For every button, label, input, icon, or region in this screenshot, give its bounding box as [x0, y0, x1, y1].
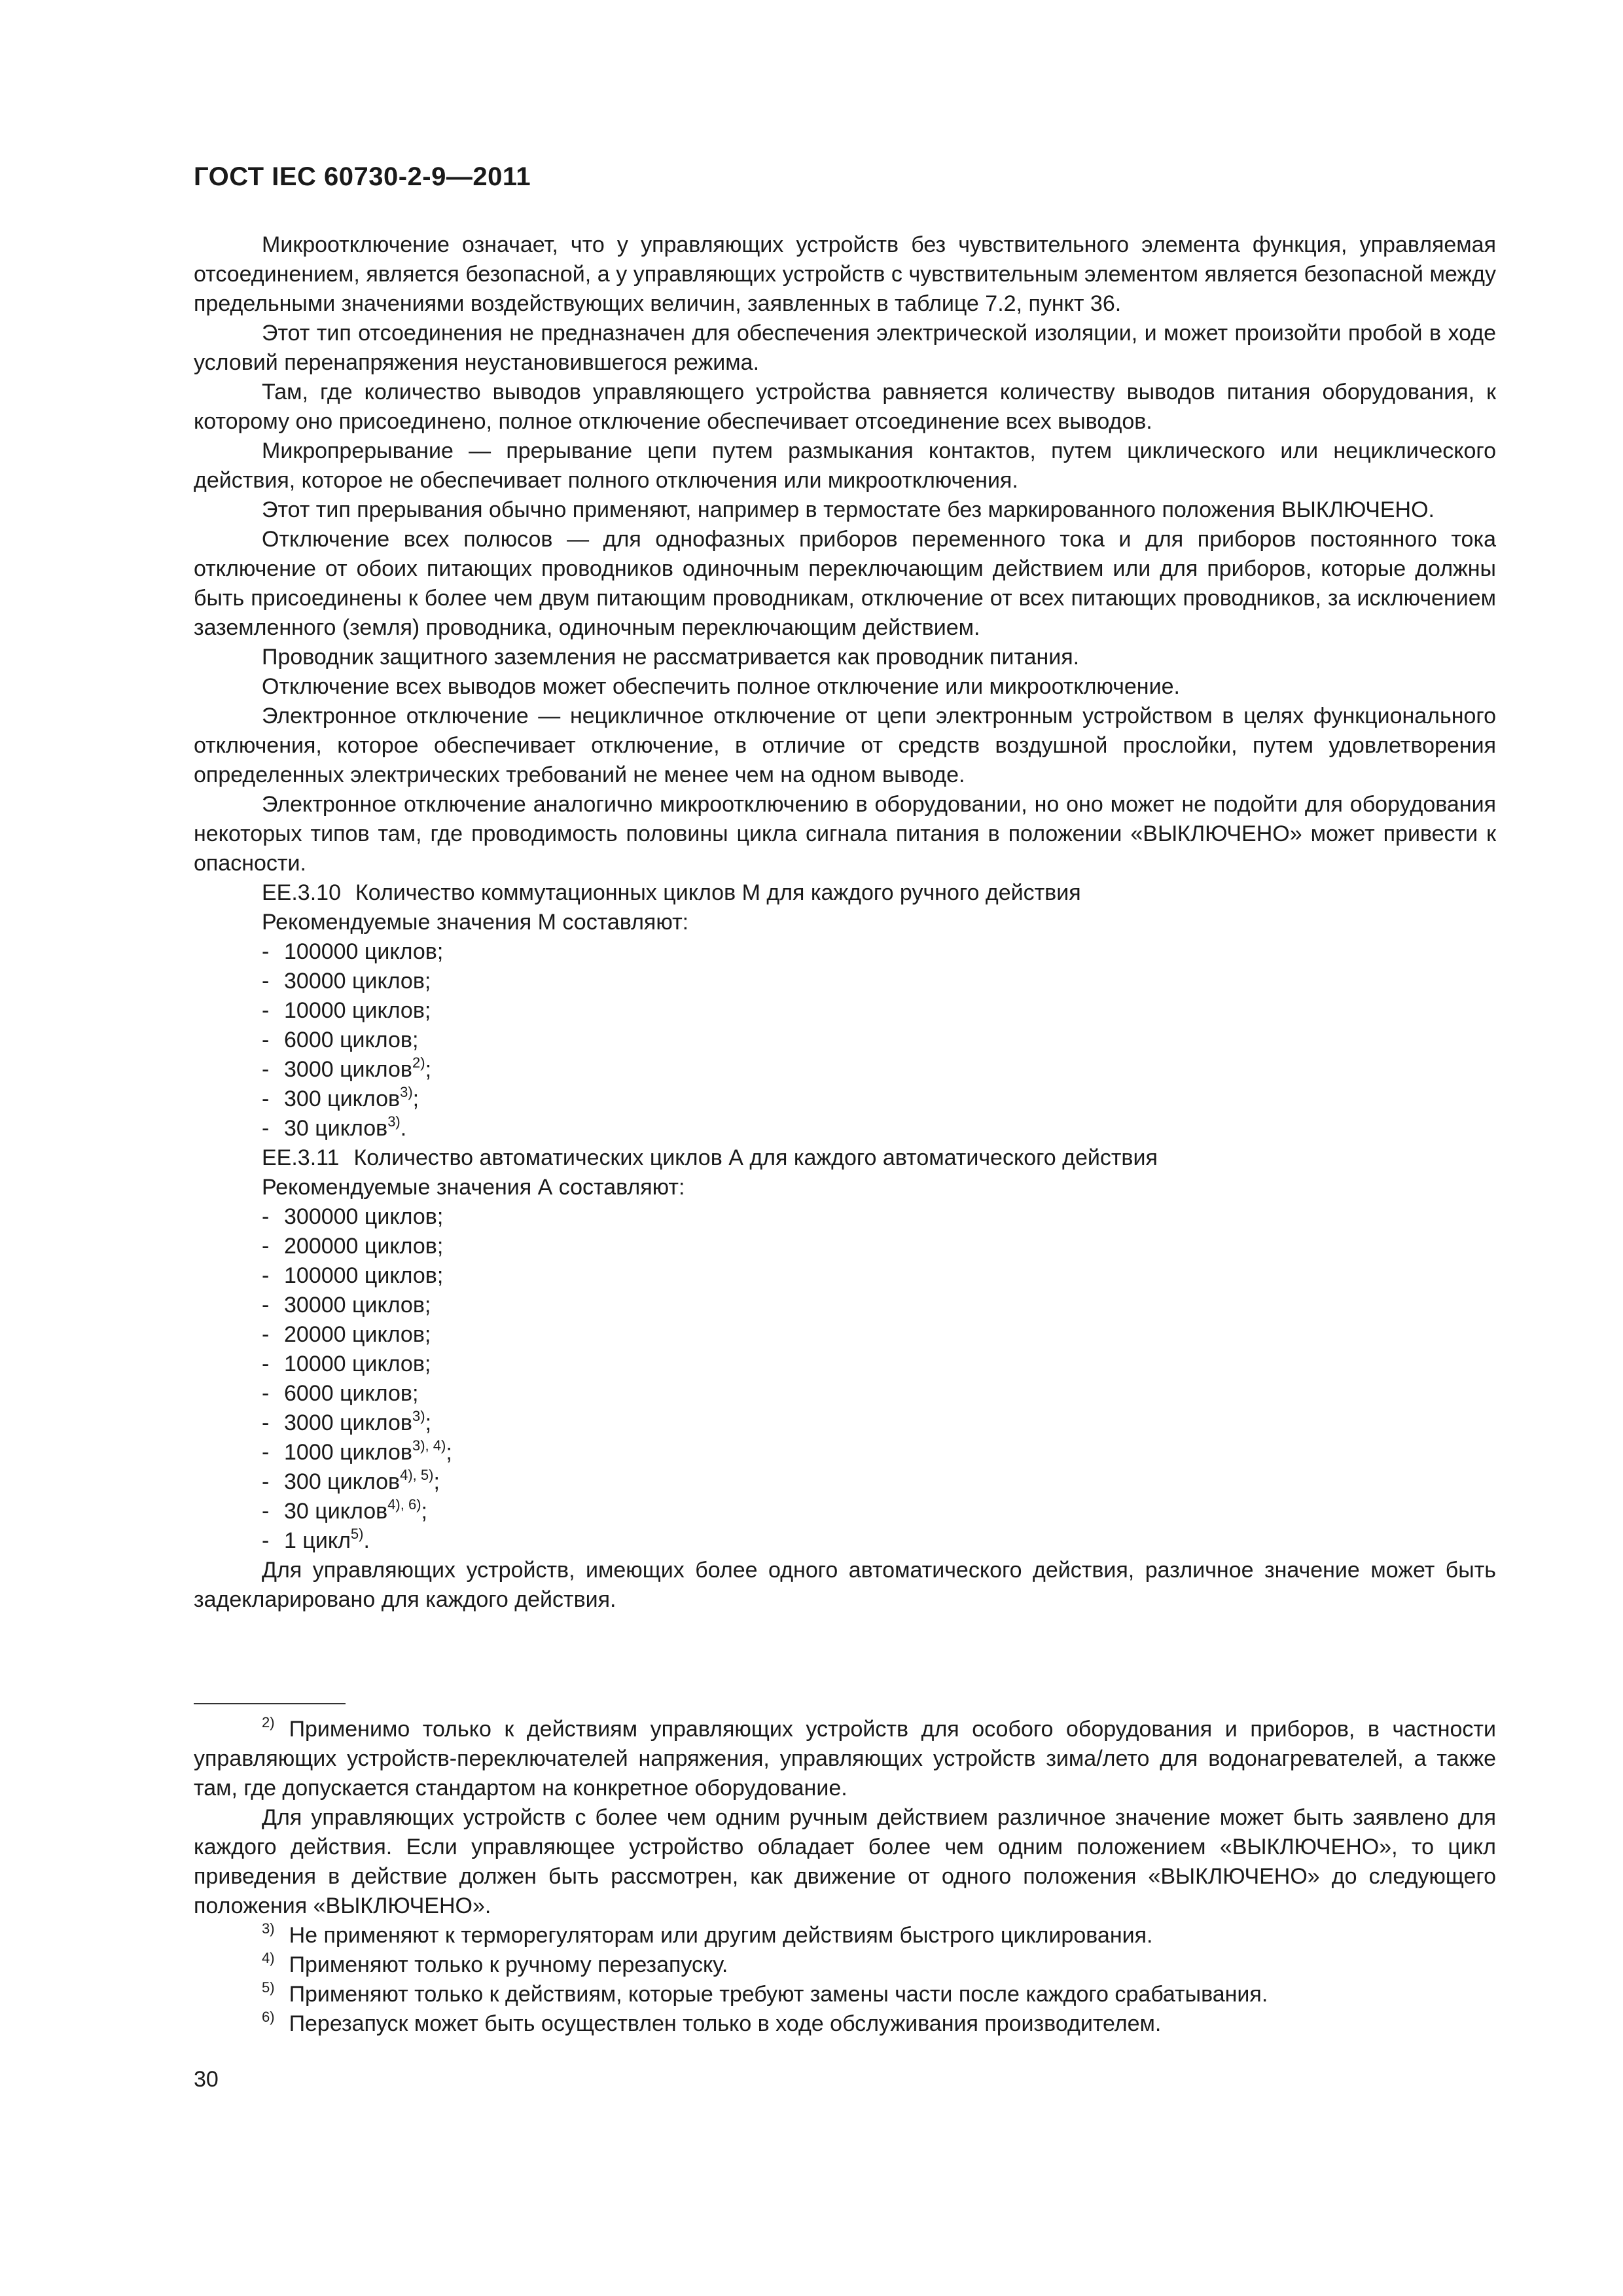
footnote-mark: 5) — [262, 1979, 275, 1996]
list-dash: - — [262, 1352, 270, 1376]
paragraph: Там, где количество выводов управляющего устройства равняется количеству выводов питания оборудования, к которому оно присоединено, полное отключение обеспечивает отсоединение всех выводов. — [194, 380, 1496, 434]
list-item — [262, 1055, 1496, 1085]
list-dash: - — [262, 1057, 270, 1082]
list-dash: - — [262, 1028, 270, 1052]
list-item — [262, 937, 1496, 967]
paragraph: Микропрерывание — прерывание цепи путем размыкания контактов, путем циклического или нециклического действия, которое не обеспечивает полного отключения или микроотключения. — [194, 439, 1496, 493]
list-dash: - — [262, 1263, 270, 1288]
list-item-text: 10000 циклов; — [284, 1352, 431, 1376]
list-item-punctuation: ; — [412, 1086, 419, 1111]
footnote-reference: 4), 6) — [387, 1496, 421, 1513]
list-item — [262, 1085, 1496, 1114]
list-item-text: 1 цикл — [284, 1528, 351, 1553]
footnote-separator — [194, 1703, 346, 1704]
list-item — [262, 1114, 1496, 1143]
list-item — [262, 967, 1496, 996]
paragraph: Этот тип прерывания обычно применяют, например в термостате без маркированного положения ВЫКЛЮЧЕНО. — [262, 497, 1435, 522]
footnote-mark: 4) — [262, 1950, 275, 1966]
list-item-text: 20000 циклов; — [284, 1322, 431, 1347]
list-dash: - — [262, 1116, 270, 1141]
clause-heading-ee-3-11 — [194, 1143, 1496, 1173]
list-item — [262, 996, 1496, 1026]
paragraph: Этот тип отсоединения не предназначен для обеспечения электрической изоляции, и может произойти пробой в ходе условий перенапряжения неустановившегося режима. — [194, 321, 1496, 375]
list-item — [262, 1350, 1496, 1379]
list-item-text: 3000 циклов — [284, 1410, 412, 1435]
list-dash: - — [262, 998, 270, 1023]
list-dash: - — [262, 1086, 270, 1111]
footnote-text: Применяют только к действиям, которые требуют замены части после каждого срабатывания. — [289, 1982, 1268, 2007]
footnote-mark: 6) — [262, 2009, 275, 2025]
list-item-text: 10000 циклов; — [284, 998, 431, 1023]
footnote-text: Не применяют к терморегуляторам или другим действиям быстрого циклирования. — [289, 1923, 1153, 1948]
list-dash: - — [262, 1469, 270, 1494]
paragraph: Электронное отключение — нецикличное отключение от цепи электронным устройством в целях функционального отключения, которое обеспечивает отключение, в отличие от средств воздушной прослойки, путем удовлетворения определенных электрических требований не менее чем на одном выводе. — [194, 704, 1496, 787]
list-item — [262, 1408, 1496, 1438]
list-dash: - — [262, 1322, 270, 1347]
paragraph: Для управляющих устройств, имеющих более одного автоматического действия, различное значение может быть задекларировано для каждого действия. — [194, 1558, 1496, 1612]
list-item-text: 30000 циклов; — [284, 1293, 431, 1318]
clause-title: Количество автоматических циклов А для каждого автоматического действия — [353, 1145, 1158, 1170]
paragraph: Отключение всех выводов может обеспечить полное отключение или микроотключение. — [262, 674, 1180, 699]
list-item-text: 100000 циклов; — [284, 939, 444, 964]
list-dash: - — [262, 1293, 270, 1318]
list-dash: - — [262, 1499, 270, 1524]
list-item-text: 30 циклов — [284, 1499, 388, 1524]
list-dash: - — [262, 1204, 270, 1229]
list-item — [262, 1232, 1496, 1261]
paragraph: Проводник защитного заземления не рассматривается как проводник питания. — [262, 645, 1080, 670]
clause-title: Количество коммутационных циклов М для каждого ручного действия — [355, 880, 1081, 905]
footnote-text: Применимо только к действиям управляющих устройств для особого оборудования и приборов, в частности управляющих устройств-переключателей напряжения, управляющих устройств зима/лето для водонагревателей, а также там, где допускается стандартом на конкретное оборудование. — [194, 1717, 1496, 1801]
values-list-a — [194, 1202, 1496, 1556]
footnotes — [194, 1715, 1496, 2039]
clause-intro: Рекомендуемые значения М составляют: — [262, 910, 689, 935]
list-item-text: 3000 циклов — [284, 1057, 412, 1082]
list-item-punctuation: ; — [446, 1440, 452, 1465]
footnote-reference: 5) — [350, 1526, 364, 1542]
list-dash: - — [262, 1410, 270, 1435]
list-item-punctuation: ; — [425, 1057, 432, 1082]
list-item — [262, 1467, 1496, 1497]
list-item-text: 200000 циклов; — [284, 1234, 444, 1259]
list-dash: - — [262, 1440, 270, 1465]
list-item-punctuation: . — [400, 1116, 407, 1141]
list-item — [262, 1526, 1496, 1556]
paragraph: Отключение всех полюсов — для однофазных приборов переменного тока и для приборов постоянного тока отключение от обоих питающих проводников одиночным переключающим действием или для приборов, которые должны быть присоединены к более чем двум питающим проводникам, отключение от всех питающих проводников, за исключением заземленного (земля) проводника, одиночным переключающим действием. — [194, 527, 1496, 640]
list-item-text: 6000 циклов; — [284, 1381, 419, 1406]
list-dash: - — [262, 1381, 270, 1406]
list-item-text: 30 циклов — [284, 1116, 388, 1141]
main-text — [194, 230, 1496, 1615]
list-dash: - — [262, 1234, 270, 1259]
list-item — [262, 1026, 1496, 1055]
footnote-reference: 3) — [387, 1113, 401, 1130]
list-dash: - — [262, 969, 270, 994]
values-list-m — [194, 937, 1496, 1143]
footnote-mark: 2) — [262, 1714, 275, 1731]
clause-heading-ee-3-10 — [194, 878, 1496, 908]
list-item — [262, 1438, 1496, 1467]
footnote-reference: 3) — [400, 1084, 413, 1100]
clause-intro: Рекомендуемые значения А составляют: — [262, 1175, 685, 1200]
list-item — [262, 1291, 1496, 1320]
clause-number: ЕЕ.3.11 — [262, 1145, 340, 1170]
list-item-text: 30000 циклов; — [284, 969, 431, 994]
footnote — [194, 2009, 1496, 2039]
footnote-reference: 3) — [412, 1408, 425, 1424]
list-item-punctuation: . — [363, 1528, 370, 1553]
list-dash: - — [262, 939, 270, 964]
list-item — [262, 1497, 1496, 1526]
list-item — [262, 1379, 1496, 1408]
footnote — [194, 1950, 1496, 1980]
list-item — [262, 1202, 1496, 1232]
list-item — [262, 1261, 1496, 1291]
footnote-reference: 4), 5) — [400, 1467, 434, 1483]
list-item-text: 1000 циклов — [284, 1440, 412, 1465]
footnote — [194, 1715, 1496, 1803]
footnote-reference: 2) — [412, 1054, 425, 1071]
footnote-reference: 3), 4) — [412, 1437, 446, 1454]
list-item-text: 300000 циклов; — [284, 1204, 444, 1229]
list-item — [262, 1320, 1496, 1350]
clause-number: ЕЕ.3.10 — [262, 880, 341, 905]
list-item-punctuation: ; — [421, 1499, 427, 1524]
paragraph: Микроотключение означает, что у управляющих устройств без чувствительного элемента функция, управляемая отсоединением, является безопасной, а у управляющих устройств с чувствительным элементом является безопасной между предельными значениями воздействующих величин, заявленных в таблице 7.2, пункт 36. — [194, 232, 1496, 316]
paragraph: Электронное отключение аналогично микроотключению в оборудовании, но оно может не подойти для оборудования некоторых типов там, где проводимость половины цикла сигнала питания в положении «ВЫКЛЮЧЕНО» может привести к опасности. — [194, 792, 1496, 876]
footnote-text: Применяют только к ручному перезапуску. — [289, 1952, 728, 1977]
document-header: ГОСТ IEC 60730-2-9—2011 — [194, 162, 531, 191]
footnote-text: Перезапуск может быть осуществлен только в ходе обслуживания производителем. — [289, 2011, 1162, 2036]
page-number: 30 — [194, 2067, 219, 2092]
list-item-text: 6000 циклов; — [284, 1028, 419, 1052]
footnote-mark: 3) — [262, 1920, 275, 1937]
footnote-continuation: Для управляющих устройств с более чем одним ручным действием различное значение может быть заявлено для каждого действия. Если управляющее устройство обладает более чем одним положением «ВЫКЛЮЧЕНО», то цикл приведения в действие должен быть рассмотрен, как движение от одного положения «ВЫКЛЮЧЕНО» до следующего положения «ВЫКЛЮЧЕНО». — [194, 1805, 1496, 1918]
list-item-punctuation: ; — [433, 1469, 440, 1494]
footnote — [194, 1980, 1496, 2009]
list-item-punctuation: ; — [425, 1410, 432, 1435]
list-dash: - — [262, 1528, 270, 1553]
list-item-text: 100000 циклов; — [284, 1263, 444, 1288]
list-item-text: 300 циклов — [284, 1469, 401, 1494]
footnote — [194, 1921, 1496, 1950]
list-item-text: 300 циклов — [284, 1086, 401, 1111]
